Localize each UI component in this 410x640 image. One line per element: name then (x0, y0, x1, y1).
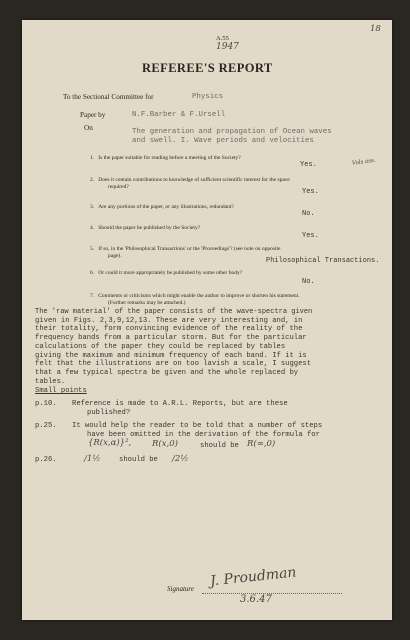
question-6-text: Or could it more appropriately be published by some other body? (98, 270, 243, 276)
point-p10-ref: p.10. (35, 400, 57, 408)
question-2-text-line2: required? (108, 184, 129, 190)
formula-r-infinity-0: R(∞,0) (247, 439, 276, 449)
comment-line-9: tables. (35, 377, 66, 386)
paper-by-label: Paper by (80, 111, 106, 119)
question-2 (90, 177, 290, 183)
on-value-line2: and swell. I. Wave periods and velocities (132, 137, 314, 145)
on-label: On (84, 124, 93, 132)
question-3-text: Are any portions of the paper, or any illustrations, redundant? (98, 204, 234, 210)
point-p25-should-be: should be (200, 442, 239, 450)
answer-5: Philosophical Transactions. (266, 257, 380, 265)
question-3-number: 3. (90, 204, 95, 210)
question-6-number: 6. (90, 270, 95, 276)
comment-line-8: that a few typical spectra be given and the whole replaced by (35, 368, 299, 377)
question-5-text-line1: If so, in the 'Philosophical Transactions' or the 'Proceedings'? (see note on opposite (98, 246, 281, 252)
question-7 (90, 293, 300, 299)
formula-r-x-alpha-squared: {R(x,α)}², (88, 438, 132, 448)
question-1 (90, 155, 241, 161)
question-5-text-line2: page). (108, 253, 122, 259)
question-2-number: 2. (90, 177, 95, 183)
answer-4: Yes. (302, 232, 319, 240)
question-1-text: Is the paper suitable for reading before a meeting of the Society? (98, 155, 241, 161)
comment-line-4: frequency bands from a particular storm. But for the particular (35, 334, 307, 343)
question-3 (90, 204, 234, 210)
signature-line (202, 593, 342, 594)
comment-line-1: The 'raw material' of the paper consists of the wave-spectra given (35, 308, 313, 316)
year-annotation: 1947 (216, 42, 239, 52)
comment-line-5: calculations of the paper they could be replaced by tables (35, 342, 286, 351)
answer-1: Yes. (300, 161, 317, 169)
answer-2: Yes. (302, 188, 319, 196)
question-2-text-line1: Does it contain contributions to knowledge of sufficient scientific interest for the space (98, 177, 290, 183)
point-p26-should-be: should be (119, 456, 158, 464)
point-p26-to: /2½ (172, 454, 189, 464)
report-title: REFEREE'S REPORT (142, 61, 273, 75)
signature-name: J. Proudman (209, 564, 298, 590)
question-4 (90, 225, 200, 231)
question-5-number: 5. (90, 246, 95, 252)
form-reference: A.55 (216, 35, 229, 42)
comment-line-3: their totality, form convincing evidence of the reality of the (35, 325, 303, 334)
point-p26-ref: p.26. (35, 456, 57, 464)
point-p10-line2: published? (87, 409, 131, 417)
question-5 (90, 246, 280, 252)
on-value-line1: The generation and propagation of Ocean waves (132, 128, 332, 136)
comment-line-2: given in Figs. 2,3,9,12,13. These are very interesting and, in (35, 316, 303, 325)
question-4-number: 4. (90, 225, 95, 231)
point-p25-line1: It would help the reader to be told that a number of steps (72, 422, 323, 430)
point-p25-line2: have been omitted in the derivation of the formula for (87, 431, 320, 439)
answer-6: No. (302, 278, 315, 286)
comment-line-6: giving the maximum and minimum frequency of each band. If it is (35, 351, 307, 360)
report-sheet (22, 20, 392, 620)
question-7-number: 7. (90, 293, 95, 299)
paper-by-value: N.F.Barber & F.Ursell (132, 111, 226, 119)
question-7-text-line1: Comments or criticisms which might enable the author to improve or shorten his statement. (98, 293, 300, 299)
margin-note: Vols ass. (351, 157, 377, 167)
formula-r-x-0: R(x,0) (152, 439, 178, 449)
small-points-heading: Small points (35, 387, 87, 395)
to-committee-label: To the Sectional Committee for (63, 93, 154, 101)
answer-3: No. (302, 210, 315, 218)
question-7-text-line2: (Further remarks may be attached.) (108, 300, 186, 306)
signature-label: Signature (167, 585, 194, 593)
question-1-number: 1. (90, 155, 95, 161)
corner-mark: 18 (370, 24, 381, 34)
point-p26-from: /1½ (84, 454, 101, 464)
signature-date: 3.6.47 (240, 594, 272, 605)
question-4-text: Should the paper be published by the Society? (98, 225, 201, 231)
comment-line-7: felt that the illustrations are on too lavish a scale, I suggest (35, 360, 312, 369)
point-p25-ref: p.25. (35, 422, 57, 430)
question-6 (90, 270, 242, 276)
to-committee-value: Physics (192, 93, 224, 101)
point-p10-line1: Reference is made to A.R.L. Reports, but are these (72, 400, 288, 408)
comments-block (35, 308, 312, 386)
